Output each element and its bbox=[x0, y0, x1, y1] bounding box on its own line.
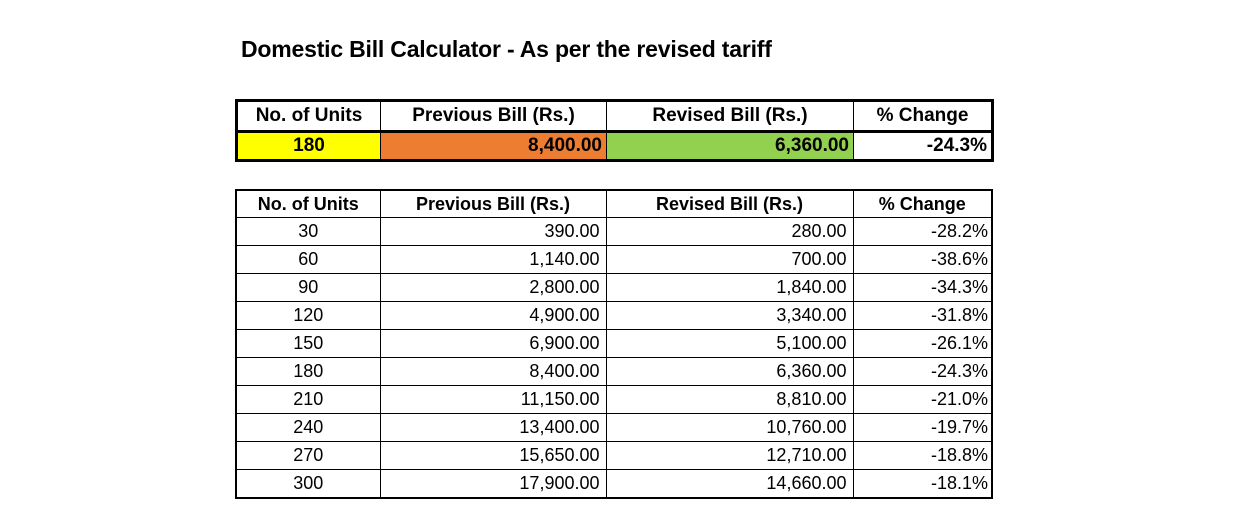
change-cell: -19.7% bbox=[853, 414, 992, 442]
header-revised-bill: Revised Bill (Rs.) bbox=[607, 101, 854, 132]
units-cell: 240 bbox=[236, 414, 380, 442]
previous-bill-cell: 13,400.00 bbox=[380, 414, 606, 442]
table-row bbox=[236, 218, 992, 246]
revised-bill-cell: 700.00 bbox=[606, 246, 853, 274]
change-cell: -28.2% bbox=[853, 218, 992, 246]
table-row bbox=[236, 330, 992, 358]
units-cell: 30 bbox=[236, 218, 380, 246]
previous-bill-cell: 1,140.00 bbox=[380, 246, 606, 274]
previous-bill-cell: 11,150.00 bbox=[380, 386, 606, 414]
change-cell: -31.8% bbox=[853, 302, 992, 330]
summary-header-row bbox=[237, 101, 993, 132]
table-row bbox=[236, 414, 992, 442]
detail-header-previous-bill: Previous Bill (Rs.) bbox=[380, 190, 606, 218]
page-title: Domestic Bill Calculator - As per the revised tariff bbox=[241, 36, 772, 62]
detail-table bbox=[235, 189, 993, 499]
units-cell: 90 bbox=[236, 274, 380, 302]
table-row bbox=[236, 386, 992, 414]
table-row bbox=[236, 274, 992, 302]
units-cell: 120 bbox=[236, 302, 380, 330]
detail-header-revised-bill: Revised Bill (Rs.) bbox=[606, 190, 853, 218]
summary-value-row bbox=[237, 132, 993, 161]
change-cell: -34.3% bbox=[853, 274, 992, 302]
previous-bill-cell: 390.00 bbox=[380, 218, 606, 246]
header-previous-bill: Previous Bill (Rs.) bbox=[381, 101, 607, 132]
revised-bill-cell: 8,810.00 bbox=[606, 386, 853, 414]
revised-bill-cell: 14,660.00 bbox=[606, 470, 853, 499]
previous-bill-cell: 4,900.00 bbox=[380, 302, 606, 330]
detail-header-units: No. of Units bbox=[236, 190, 380, 218]
units-cell: 270 bbox=[236, 442, 380, 470]
table-row bbox=[236, 358, 992, 386]
units-input-cell[interactable]: 180 bbox=[237, 132, 381, 161]
detail-body bbox=[236, 218, 992, 499]
detail-header-row bbox=[236, 190, 992, 218]
revised-bill-cell: 12,710.00 bbox=[606, 442, 853, 470]
summary-table bbox=[235, 99, 994, 162]
previous-bill-cell: 2,800.00 bbox=[380, 274, 606, 302]
units-cell: 210 bbox=[236, 386, 380, 414]
header-change: % Change bbox=[854, 101, 993, 132]
previous-bill-cell: 8,400.00 bbox=[380, 358, 606, 386]
previous-bill-cell: 17,900.00 bbox=[380, 470, 606, 499]
change-cell: -38.6% bbox=[853, 246, 992, 274]
units-cell: 150 bbox=[236, 330, 380, 358]
change-cell: -26.1% bbox=[853, 330, 992, 358]
revised-bill-cell: 5,100.00 bbox=[606, 330, 853, 358]
units-cell: 180 bbox=[236, 358, 380, 386]
units-cell: 60 bbox=[236, 246, 380, 274]
table-row bbox=[236, 470, 992, 499]
change-cell: -24.3% bbox=[854, 132, 993, 161]
table-row bbox=[236, 302, 992, 330]
units-cell: 300 bbox=[236, 470, 380, 499]
change-cell: -24.3% bbox=[853, 358, 992, 386]
detail-header-change: % Change bbox=[853, 190, 992, 218]
previous-bill-cell: 15,650.00 bbox=[380, 442, 606, 470]
revised-bill-cell: 3,340.00 bbox=[606, 302, 853, 330]
revised-bill-cell: 1,840.00 bbox=[606, 274, 853, 302]
previous-bill-cell: 6,900.00 bbox=[380, 330, 606, 358]
table-row bbox=[236, 442, 992, 470]
change-cell: -21.0% bbox=[853, 386, 992, 414]
revised-bill-cell: 280.00 bbox=[606, 218, 853, 246]
header-units: No. of Units bbox=[237, 101, 381, 132]
revised-bill-cell: 6,360.00 bbox=[606, 358, 853, 386]
change-cell: -18.8% bbox=[853, 442, 992, 470]
previous-bill-cell: 8,400.00 bbox=[381, 132, 607, 161]
revised-bill-cell: 6,360.00 bbox=[607, 132, 854, 161]
table-row bbox=[236, 246, 992, 274]
change-cell: -18.1% bbox=[853, 470, 992, 499]
revised-bill-cell: 10,760.00 bbox=[606, 414, 853, 442]
